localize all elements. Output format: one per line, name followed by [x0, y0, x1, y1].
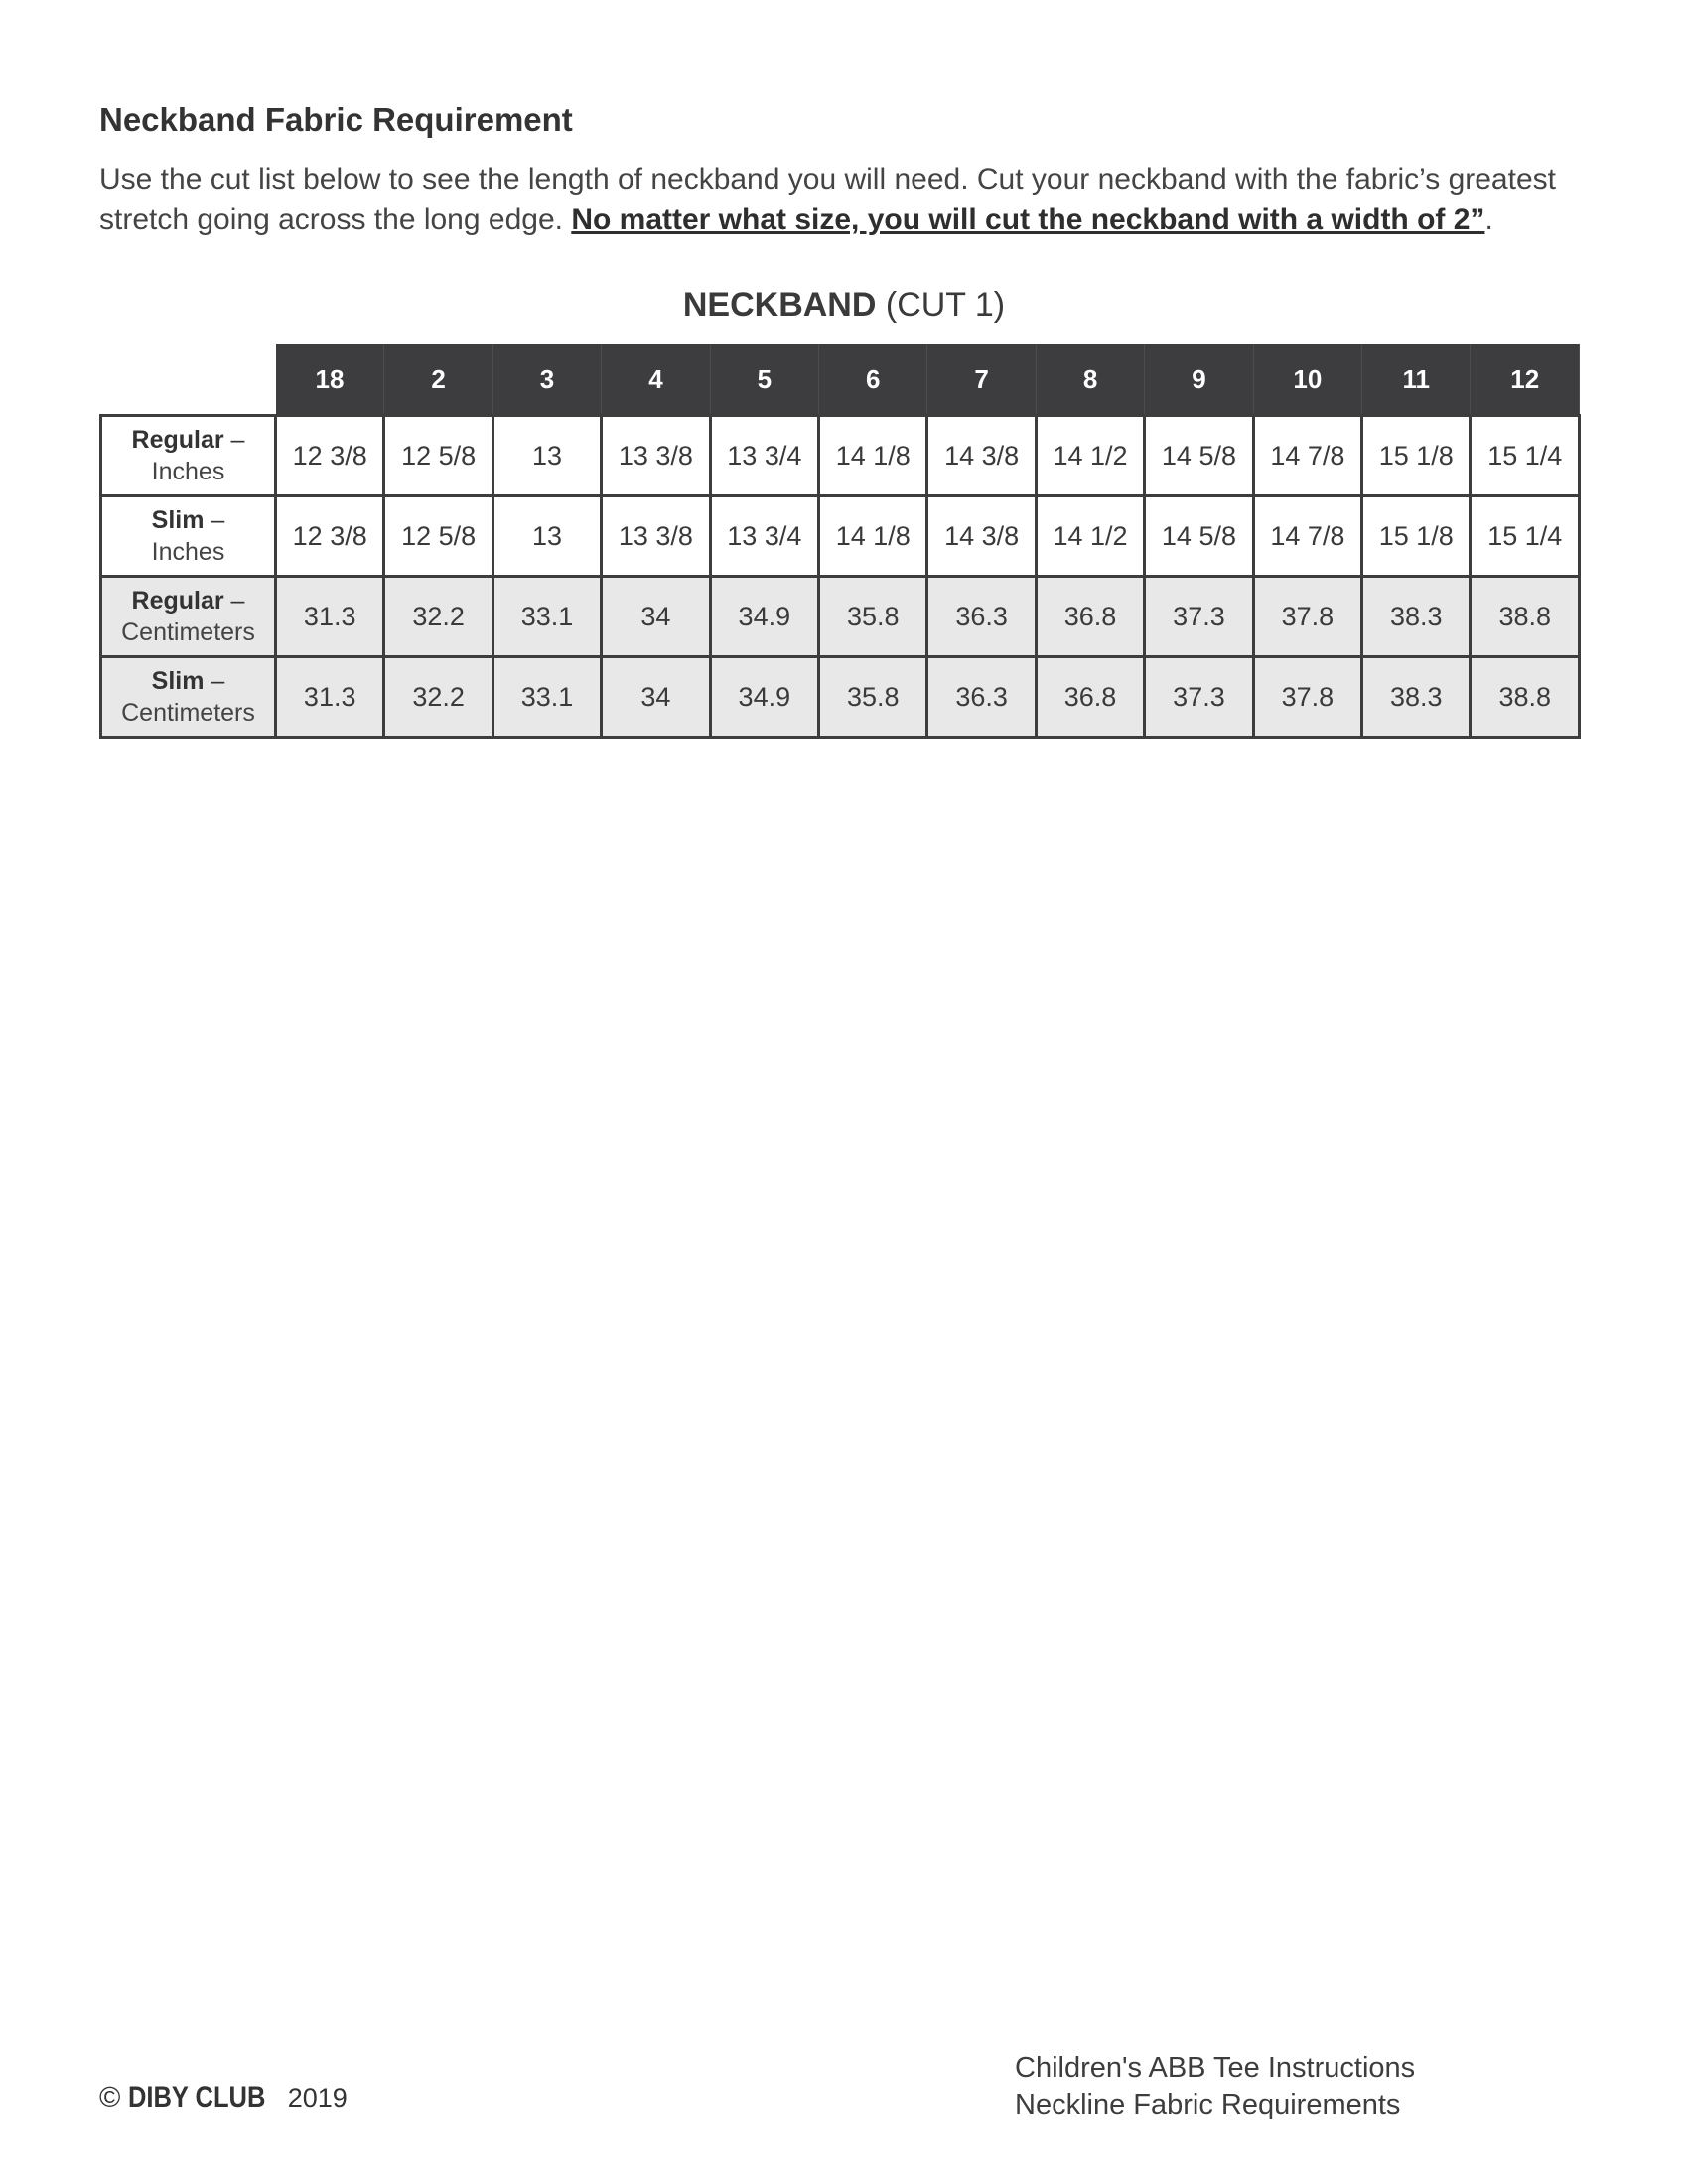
row-label-dash: –	[223, 587, 245, 614]
table-cell: 14 3/8	[927, 496, 1036, 577]
size-header: 10	[1253, 344, 1361, 416]
table-cell: 14 1/2	[1036, 416, 1144, 496]
table-cell: 12 3/8	[276, 496, 384, 577]
section-heading: Neckband Fabric Requirement	[99, 101, 573, 138]
table-cell: 36.3	[927, 577, 1036, 657]
size-header: 7	[927, 344, 1036, 416]
copyright-icon: ©	[99, 2082, 121, 2114]
table-cell: 34.9	[710, 657, 818, 738]
table-cell: 15 1/4	[1471, 416, 1580, 496]
table-cell: 38.8	[1471, 657, 1580, 738]
table-row-regular-centimeters	[101, 577, 1580, 657]
size-header: 4	[602, 344, 710, 416]
row-label-dash: –	[204, 667, 225, 695]
table-cell: 37.3	[1145, 657, 1253, 738]
row-label-type: Slim	[151, 667, 205, 695]
table-cell: 13 3/8	[602, 496, 710, 577]
footer-doc-info	[1015, 2050, 1415, 2123]
table-cell: 33.1	[492, 577, 601, 657]
size-header: 9	[1145, 344, 1253, 416]
brand-logo: DIBY CLUB	[127, 2081, 266, 2114]
size-header: 8	[1036, 344, 1144, 416]
table-cell: 36.3	[927, 657, 1036, 738]
table-cell: 13	[492, 416, 601, 496]
table-cell: 35.8	[819, 577, 927, 657]
footer-doc-title: Children's ABB Tee Instructions	[1015, 2052, 1416, 2084]
table-corner	[101, 344, 276, 416]
table-cell: 15 1/8	[1362, 416, 1471, 496]
table-cell: 15 1/4	[1471, 496, 1580, 577]
table-cell: 34	[602, 657, 710, 738]
table-cell: 32.2	[384, 657, 492, 738]
table-cell: 31.3	[276, 577, 384, 657]
row-label	[101, 416, 276, 496]
table-cell: 14 3/8	[927, 416, 1036, 496]
intro-emphasis: No matter what size, you will cut the neckband with a width of 2”	[571, 204, 1485, 236]
table-title-rest: (CUT 1)	[876, 286, 1006, 324]
table-cell: 13 3/4	[710, 496, 818, 577]
row-label-type: Slim	[151, 506, 205, 534]
table-cell: 34.9	[710, 577, 818, 657]
footer-brand	[99, 2081, 348, 2115]
footer-doc-subtitle: Neckline Fabric Requirements	[1015, 2089, 1401, 2120]
table-cell: 38.3	[1362, 577, 1471, 657]
neckband-table	[99, 344, 1581, 739]
size-header: 11	[1362, 344, 1471, 416]
table-cell: 33.1	[492, 657, 601, 738]
table-cell: 37.8	[1253, 657, 1361, 738]
size-header-row	[101, 344, 1580, 416]
table-cell: 38.8	[1471, 577, 1580, 657]
table-cell: 37.3	[1145, 577, 1253, 657]
intro-end: .	[1484, 204, 1493, 236]
table-cell: 38.3	[1362, 657, 1471, 738]
table-cell: 36.8	[1036, 577, 1144, 657]
size-header: 18	[276, 344, 384, 416]
row-label-unit: Centimeters	[121, 618, 255, 646]
table-cell: 14 7/8	[1253, 416, 1361, 496]
size-header: 3	[492, 344, 601, 416]
size-header: 12	[1471, 344, 1580, 416]
row-label-unit: Inches	[151, 538, 225, 566]
table-cell: 12 3/8	[276, 416, 384, 496]
table-cell: 14 1/8	[819, 496, 927, 577]
table-cell: 12 5/8	[384, 416, 492, 496]
table-row-slim-inches	[101, 496, 1580, 577]
table-cell: 13	[492, 496, 601, 577]
size-header: 5	[710, 344, 818, 416]
table-cell: 12 5/8	[384, 496, 492, 577]
table-cell: 34	[602, 577, 710, 657]
table-row-slim-centimeters	[101, 657, 1580, 738]
table-cell: 14 5/8	[1145, 496, 1253, 577]
row-label	[101, 577, 276, 657]
row-label	[101, 496, 276, 577]
table-cell: 15 1/8	[1362, 496, 1471, 577]
table-cell: 13 3/4	[710, 416, 818, 496]
intro-text: Use the cut list below to see the length of neckband you will need. Cut your neckband with the fabric’s greatest stretch going across the long edge.	[99, 163, 1556, 236]
table-cell: 14 7/8	[1253, 496, 1361, 577]
row-label-type: Regular	[131, 426, 224, 454]
table-cell: 14 5/8	[1145, 416, 1253, 496]
table-cell: 13 3/8	[602, 416, 710, 496]
table-cell: 37.8	[1253, 577, 1361, 657]
table-cell: 31.3	[276, 657, 384, 738]
row-label-unit: Centimeters	[121, 699, 255, 727]
table-row-regular-inches	[101, 416, 1580, 496]
size-header: 2	[384, 344, 492, 416]
table-cell: 36.8	[1036, 657, 1144, 738]
table-cell: 35.8	[819, 657, 927, 738]
table-cell: 32.2	[384, 577, 492, 657]
row-label	[101, 657, 276, 738]
row-label-dash: –	[223, 426, 245, 454]
intro-paragraph	[99, 159, 1609, 240]
table-title-bold: NECKBAND	[682, 286, 877, 324]
table-cell: 14 1/2	[1036, 496, 1144, 577]
size-header: 6	[819, 344, 927, 416]
row-label-type: Regular	[131, 587, 224, 614]
table-cell: 14 1/8	[819, 416, 927, 496]
row-label-unit: Inches	[151, 458, 225, 485]
row-label-dash: –	[204, 506, 225, 534]
footer-year: 2019	[287, 2083, 348, 2113]
table-title	[0, 286, 1688, 325]
